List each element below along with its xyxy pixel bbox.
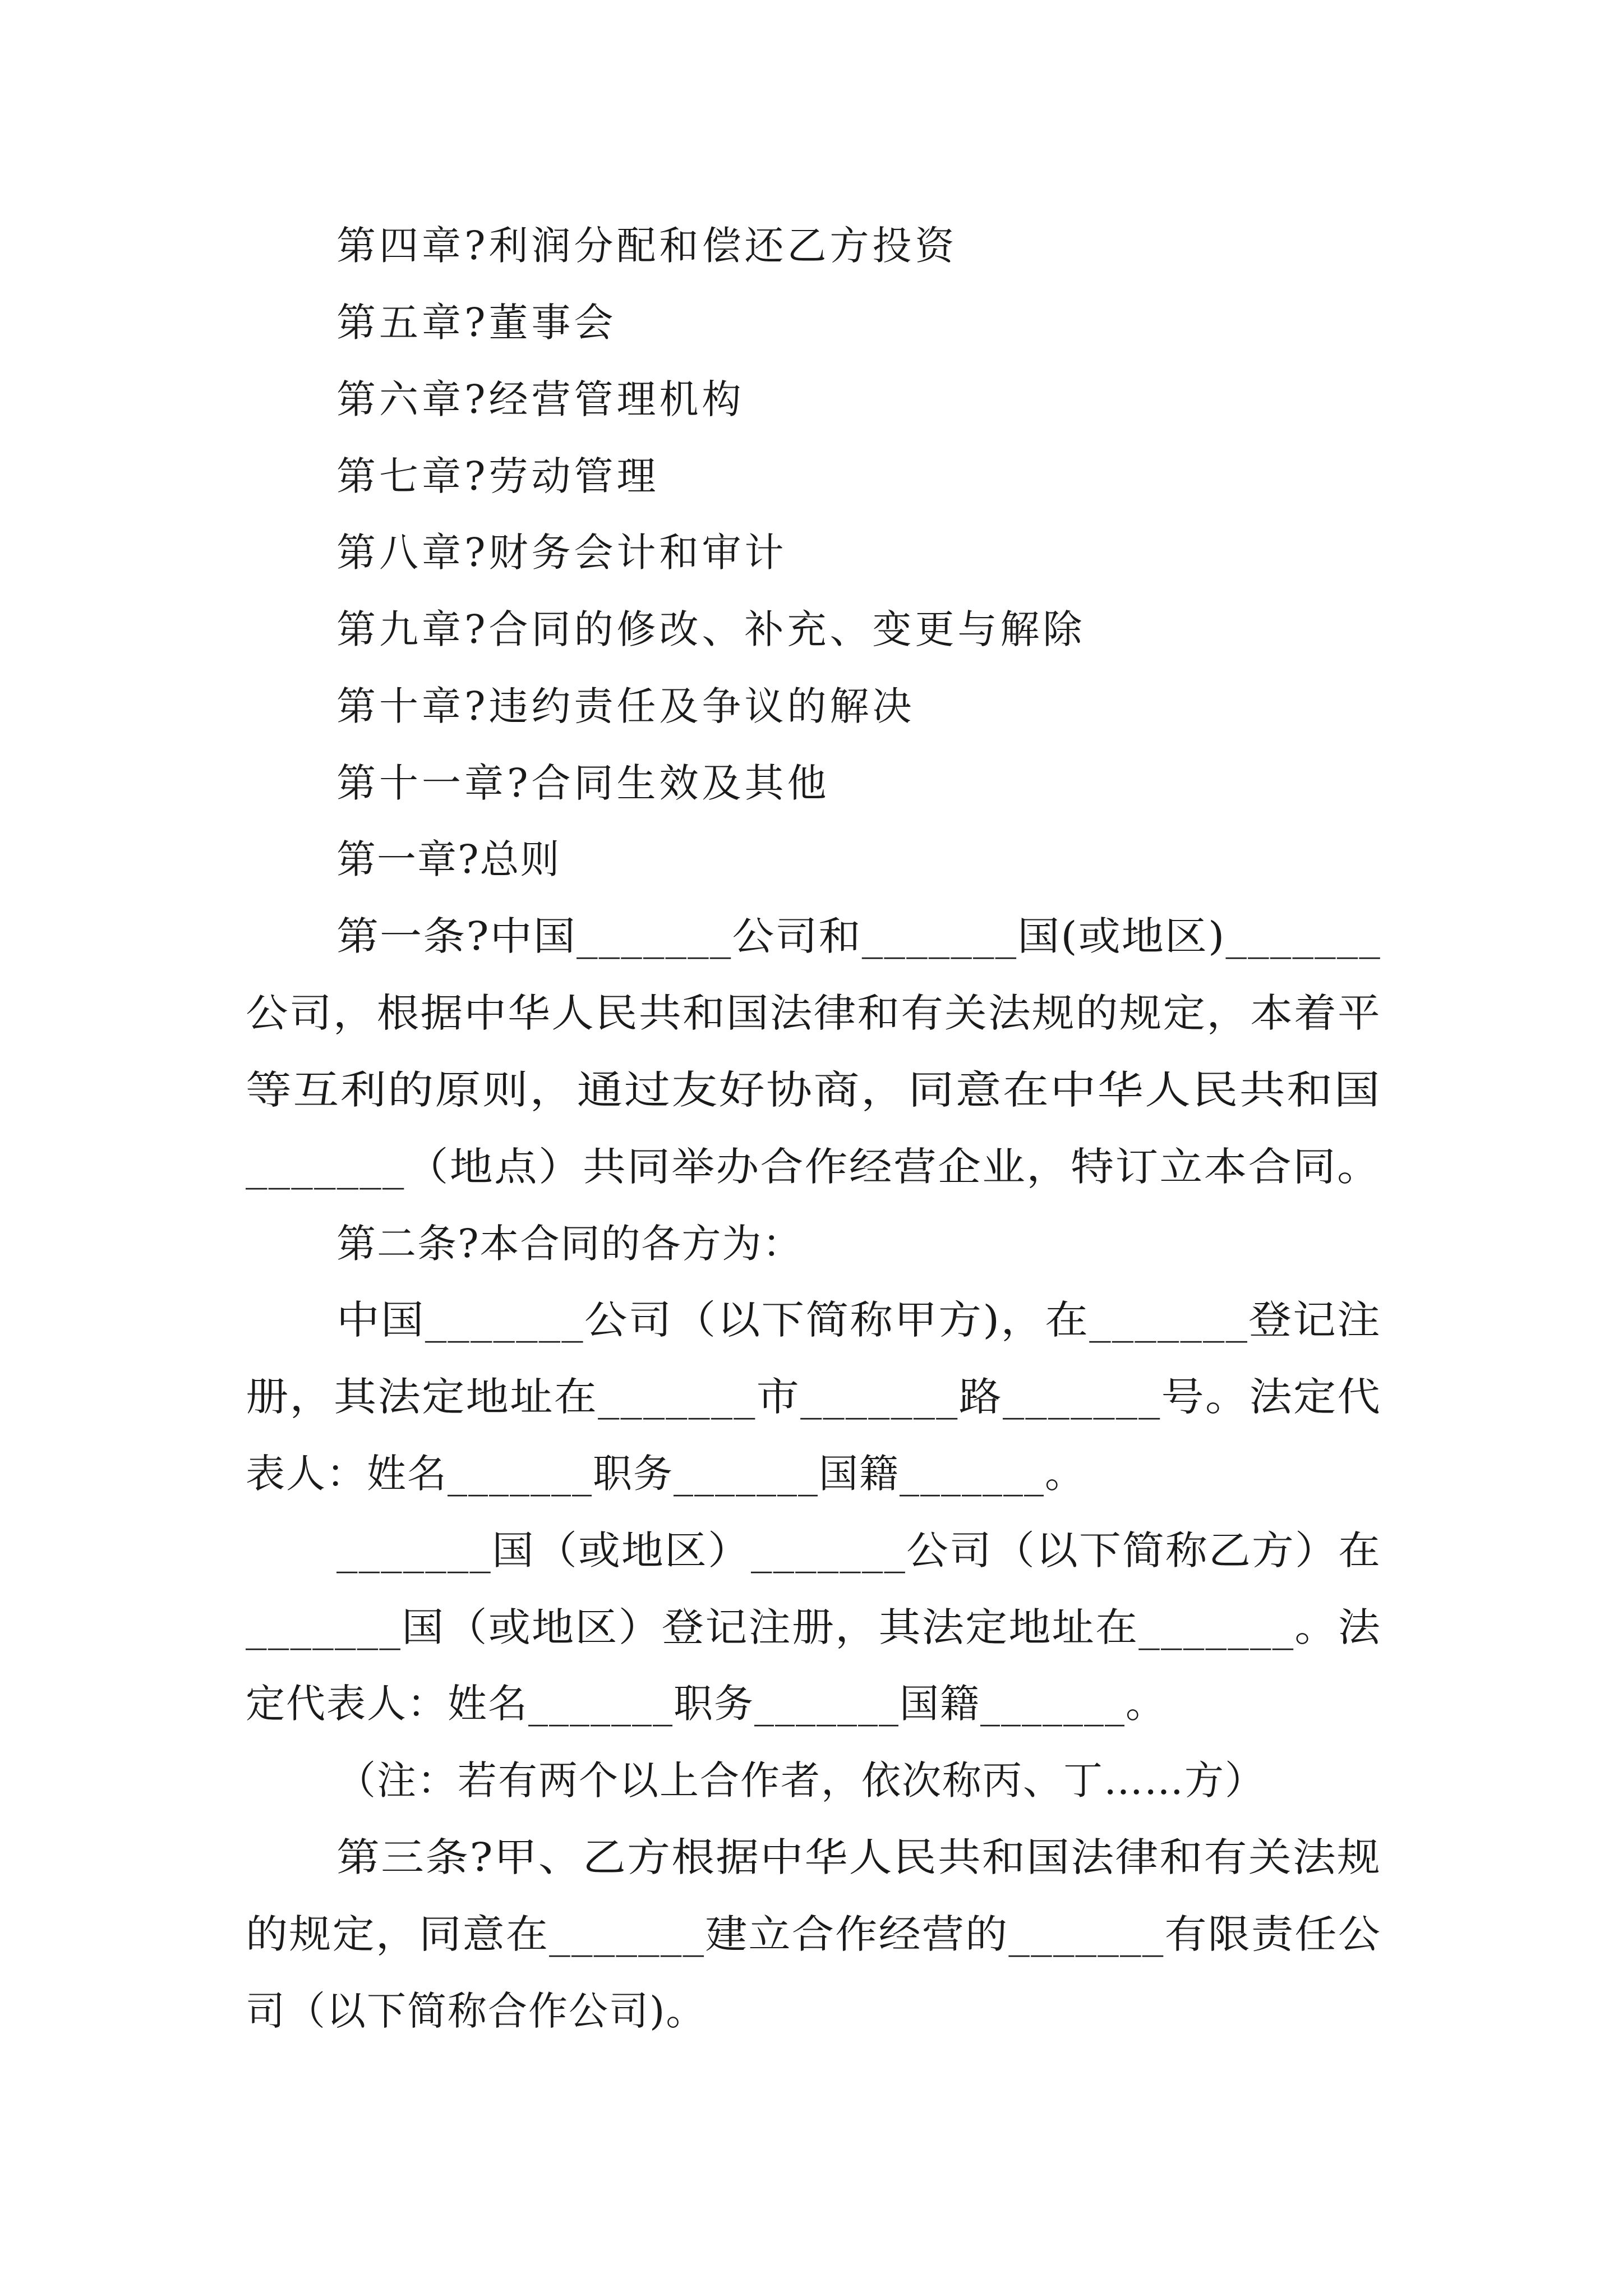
article-1-line-4: _______（地点）共同举办合作经营企业，特订立本合同。 bbox=[246, 1144, 1382, 1190]
chapter-heading: 第一章?总则 bbox=[336, 836, 561, 882]
toc-item-chapter-9: 第九章?合同的修改、补充、变更与解除 bbox=[336, 606, 1086, 652]
party-b-line-2: _______国（或地区）登记注册，其法定地址在_______。法 bbox=[246, 1604, 1381, 1650]
article-2-title: 第二条?本合同的各方为： bbox=[336, 1221, 803, 1267]
party-a-line-1: 中国_______公司（以下简称甲方)，在_______登记注 bbox=[336, 1297, 1381, 1343]
party-a-line-2: 册，其法定地址在_______市_______路_______号。法定代 bbox=[246, 1374, 1382, 1420]
note-line: （注：若有两个以上合作者，依次称丙、丁……方） bbox=[336, 1757, 1265, 1803]
party-b-line-3: 定代表人：姓名_______职务_______国籍_______。 bbox=[246, 1681, 1166, 1727]
article-3-line-2: 的规定，同意在_______建立合作经营的_______有限责任公 bbox=[246, 1911, 1381, 1957]
article-1-line-2: 公司，根据中华人民共和国法律和有关法规的规定，本着平 bbox=[246, 990, 1381, 1036]
toc-item-chapter-5: 第五章?董事会 bbox=[336, 300, 617, 346]
toc-item-chapter-4: 第四章?利润分配和偿还乙方投资 bbox=[336, 223, 958, 269]
article-3-line-3: 司（以下简称合作公司)。 bbox=[246, 1988, 707, 2034]
toc-item-chapter-7: 第七章?劳动管理 bbox=[336, 453, 660, 499]
toc-item-chapter-11: 第十一章?合同生效及其他 bbox=[336, 760, 830, 806]
toc-item-chapter-10: 第十章?违约责任及争议的解决 bbox=[336, 683, 915, 729]
toc-item-chapter-8: 第八章?财务会计和审计 bbox=[336, 530, 787, 576]
toc-item-chapter-6: 第六章?经营管理机构 bbox=[336, 376, 745, 422]
article-3-line-1: 第三条?甲、乙方根据中华人民共和国法律和有关法规 bbox=[336, 1834, 1382, 1880]
party-b-line-1: _______国（或地区）_______公司（以下简称乙方）在 bbox=[336, 1527, 1382, 1573]
article-1-line-1: 第一条?中国_______公司和_______国(或地区)_______ bbox=[336, 913, 1381, 959]
article-1-line-3: 等互利的原则，通过友好协商，同意在中华人民共和国 bbox=[246, 1067, 1382, 1113]
party-a-line-3: 表人：姓名_______职务_______国籍_______。 bbox=[246, 1451, 1085, 1497]
